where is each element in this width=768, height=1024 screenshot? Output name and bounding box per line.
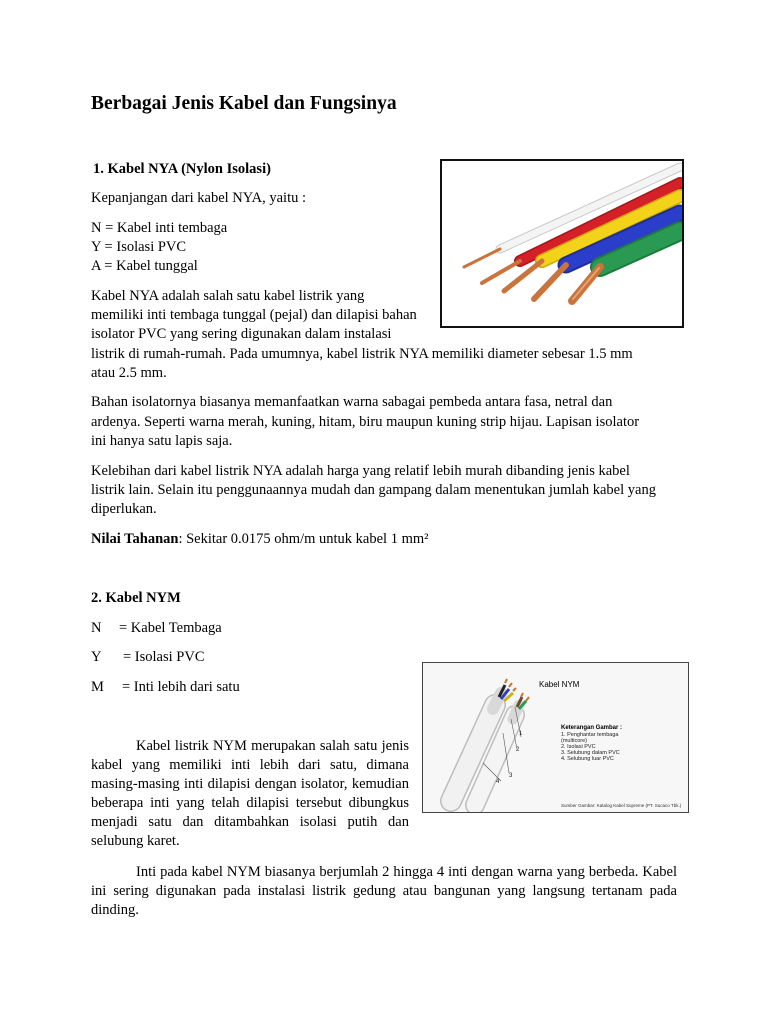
diagram-source: Sumber Gambar: Katalog Kabel Supreme (PT. Sucaco Tbk.) xyxy=(561,803,682,808)
nym-paragraph-1: Kabel listrik NYM merupakan salah satu jenis kabel yang memiliki inti lebih dari satu, dimana masing-masing inti dilapisi dengan isolator, kemudian beberapa inti yang telah dilapisi tersebut dibungkus menjadi satu dan ditambahkan isolasi putih dan selubung karet. xyxy=(91,738,409,849)
legend-heading: Keterangan Gambar : xyxy=(561,725,623,731)
insulation-paragraph-line: Bahan isolatornya biasanya memanfaatkan warna sabagai pembeda antara fasa, netral dan xyxy=(91,394,613,410)
nym-definition-m-value: = Inti lebih dari satu xyxy=(122,679,240,695)
legend-item: 1. Penghantar tembaga xyxy=(561,732,619,738)
section-1-heading: 1. Kabel NYA (Nylon Isolasi) xyxy=(93,161,271,177)
callout-1: 1 xyxy=(519,731,523,737)
insulation-paragraph-line: ini hanya satu lapis saja. xyxy=(91,433,233,449)
nym-cable-diagram xyxy=(422,662,689,813)
nya-paragraph-line: Kabel NYA adalah salah satu kabel listrik yang xyxy=(91,288,365,304)
nym-definition-y-key: Y xyxy=(91,649,102,665)
nym-definition-m-key: M xyxy=(91,679,104,695)
definition-y: Y = Isolasi PVC xyxy=(91,239,187,255)
nym-definition-n-value: = Kabel Tembaga xyxy=(119,620,222,636)
nym-paragraph-2: Inti pada kabel NYM biasanya berjumlah 2 hingga 4 inti dengan warna yang berbeda. Kabel ini sering digunakan pada instalasi listrik gedung atau bangunan yang langsung tertanam pada dinding. xyxy=(91,864,677,918)
advantage-paragraph-line: Kelebihan dari kabel listrik NYA adalah harga yang relatif lebih murah dibanding jenis kabel xyxy=(91,463,630,479)
definition-a: A = Kabel tunggal xyxy=(91,258,198,274)
nym-definition-n-key: N xyxy=(91,620,102,636)
callout-2: 2 xyxy=(516,747,520,753)
nya-paragraph-line: listrik di rumah-rumah. Pada umumnya, kabel listrik NYA memiliki diameter sebesar 1.5 mm xyxy=(91,346,633,362)
callout-3: 3 xyxy=(509,773,513,779)
advantage-paragraph-line: diperlukan. xyxy=(91,501,157,517)
resistance-value: : Sekitar 0.0175 ohm/m untuk kabel 1 mm² xyxy=(178,531,429,547)
legend-item: 2. Isolasi PVC xyxy=(561,744,596,750)
callout-4: 4 xyxy=(496,779,500,785)
legend-item: 3. Selubung dalam PVC xyxy=(561,750,620,756)
nya-cable-photo xyxy=(440,159,684,328)
advantage-paragraph-line: listrik lain. Selain itu penggunaannya mudah dan gampang dalam menentukan jumlah kabel yang xyxy=(91,482,656,498)
nya-paragraph-line: atau 2.5 mm. xyxy=(91,365,167,381)
definition-n: N = Kabel inti tembaga xyxy=(91,220,228,236)
nya-paragraph-line: memiliki inti tembaga tunggal (pejal) dan dilapisi bahan xyxy=(91,307,417,323)
section-1-intro: Kepanjangan dari kabel NYA, yaitu : xyxy=(91,190,307,206)
diagram-title: Kabel NYM xyxy=(539,680,580,689)
nym-definition-y-value: = Isolasi PVC xyxy=(123,649,205,665)
insulation-paragraph-line: ardenya. Seperti warna merah, kuning, hitam, biru maupun kuning strip hijau. Lapisan isolator xyxy=(91,414,640,430)
resistance-label: Nilai Tahanan xyxy=(91,531,179,547)
nya-paragraph-line: isolator PVC yang sering digunakan dalam instalasi xyxy=(91,326,392,342)
legend-item: (multicore) xyxy=(561,738,587,744)
page-title: Berbagai Jenis Kabel dan Fungsinya xyxy=(91,93,397,114)
legend-item: 4. Selubung luar PVC xyxy=(561,756,614,762)
section-2-heading: 2. Kabel NYM xyxy=(91,590,181,606)
resistance-line xyxy=(91,530,428,549)
nya-wires-illustration xyxy=(442,161,682,326)
